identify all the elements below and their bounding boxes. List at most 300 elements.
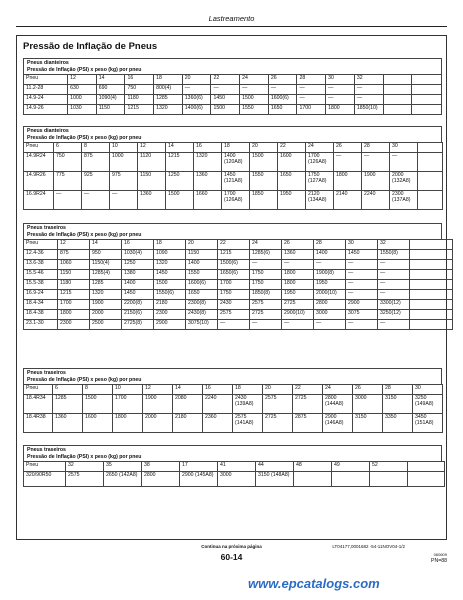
- column-header-psi: 20: [182, 75, 211, 85]
- load-cell: 1900: [143, 395, 173, 414]
- column-header-tire: Pneu: [24, 240, 58, 250]
- load-cell: —: [297, 95, 326, 105]
- load-cell: 1550: [250, 172, 278, 191]
- load-cell: 1850(8): [250, 290, 282, 300]
- table-header-row: [24, 75, 442, 85]
- load-cell: —: [378, 280, 410, 290]
- load-cell: 2430 (139A8): [233, 395, 263, 414]
- load-cell: 1120: [138, 153, 166, 172]
- tire-size-cell: 13.6-38: [24, 260, 58, 270]
- load-cell: 1320: [194, 153, 222, 172]
- column-header-psi: 18: [233, 385, 263, 395]
- continued-note: Continua na próxima página: [201, 544, 262, 549]
- column-header-psi: 18: [222, 143, 250, 153]
- load-cell: [412, 85, 442, 95]
- load-cell: 1750: [250, 280, 282, 290]
- load-cell: 950: [90, 250, 122, 260]
- load-cell: 3075(10): [186, 320, 218, 330]
- load-cell: 1090(4): [96, 95, 125, 105]
- column-header-psi: [383, 75, 412, 85]
- tire-size-cell: 18.4R38: [24, 414, 53, 433]
- table-row: [24, 153, 443, 172]
- tire-size-cell: 16.9R24: [24, 191, 54, 210]
- load-cell: [410, 300, 453, 310]
- load-cell: —: [334, 153, 362, 172]
- load-cell: [408, 472, 445, 487]
- load-cell: 2725: [263, 414, 293, 433]
- load-cell: 2200(8): [122, 300, 154, 310]
- load-cell: 1285: [53, 395, 83, 414]
- load-cell: 1000: [68, 95, 97, 105]
- load-cell: 2800 (144A8): [323, 395, 353, 414]
- table-header: [23, 445, 442, 461]
- column-header-psi: 26: [268, 75, 297, 85]
- load-cell: [410, 250, 453, 260]
- load-cell: 1360: [194, 172, 222, 191]
- column-header-psi: 28: [362, 143, 390, 153]
- load-cell: 2575: [218, 310, 250, 320]
- load-cell: 1150: [186, 250, 218, 260]
- load-cell: 1285(6): [250, 250, 282, 260]
- load-cell: 1700 (126A8): [222, 191, 250, 210]
- column-header-psi: 30: [413, 385, 443, 395]
- load-cell: [383, 95, 412, 105]
- load-cell: —: [354, 95, 383, 105]
- table-title: Pneus traseiros: [27, 370, 66, 376]
- column-header-psi: 16: [125, 75, 154, 85]
- load-cell: —: [378, 320, 410, 330]
- load-cell: 750: [125, 85, 154, 95]
- column-header-psi: 14: [173, 385, 203, 395]
- load-cell: 1600(6): [268, 95, 297, 105]
- load-cell: 2900: [346, 300, 378, 310]
- table-block-front-bias: [23, 58, 442, 115]
- tire-size-cell: 16.9-24: [24, 290, 58, 300]
- load-cell: 1600: [278, 153, 306, 172]
- table-header: [23, 126, 442, 142]
- load-cell: 2120 (134A8): [306, 191, 334, 210]
- load-cell: 2575: [250, 300, 282, 310]
- load-cell: 2430: [218, 300, 250, 310]
- load-cell: 2240: [203, 395, 233, 414]
- load-cell: 1550: [186, 270, 218, 280]
- load-cell: 1700 (126A8): [306, 153, 334, 172]
- load-cell: —: [82, 191, 110, 210]
- load-cell: 1180: [58, 280, 90, 290]
- load-cell: —: [314, 260, 346, 270]
- load-cell: 1030(4): [122, 250, 154, 260]
- load-cell: [410, 320, 453, 330]
- table-row: [24, 310, 453, 320]
- load-cell: 2650 (142A8): [104, 472, 142, 487]
- tire-table: [23, 74, 442, 115]
- column-header-psi: 32: [66, 462, 104, 472]
- pn-code: PN=88: [430, 558, 447, 564]
- table-title: Pneus traseiros: [27, 447, 66, 453]
- column-header-psi: 20: [186, 240, 218, 250]
- load-cell: 1150(4): [90, 260, 122, 270]
- load-cell: 1750 (127A8): [306, 172, 334, 191]
- load-cell: 3450 (151A8): [413, 414, 443, 433]
- load-cell: 1250: [166, 172, 194, 191]
- load-cell: 1320: [154, 260, 186, 270]
- column-header-psi: 12: [138, 143, 166, 153]
- load-cell: 1400: [122, 280, 154, 290]
- column-header-psi: 30: [390, 143, 418, 153]
- tire-size-cell: 18.4-34: [24, 300, 58, 310]
- load-cell: 1500(6): [218, 260, 250, 270]
- load-cell: 1900(8): [314, 270, 346, 280]
- load-cell: —: [240, 85, 269, 95]
- load-cell: —: [362, 153, 390, 172]
- column-header-psi: 14: [166, 143, 194, 153]
- tire-size-cell: 18.4R34: [24, 395, 53, 414]
- load-cell: 1500: [154, 280, 186, 290]
- load-cell: —: [346, 280, 378, 290]
- column-header-psi: [418, 143, 443, 153]
- load-cell: 2000: [90, 310, 122, 320]
- load-cell: 1285: [90, 280, 122, 290]
- load-cell: 3150: [353, 414, 383, 433]
- load-cell: 1900: [362, 172, 390, 191]
- column-header-psi: 44: [256, 462, 294, 472]
- load-cell: 2300: [154, 310, 186, 320]
- load-cell: [418, 153, 443, 172]
- table-row: [24, 414, 443, 433]
- load-cell: 1400: [314, 250, 346, 260]
- table-header-row: [24, 462, 445, 472]
- column-header-psi: 24: [323, 385, 353, 395]
- column-header-tire: Pneu: [24, 462, 66, 472]
- column-header-psi: 22: [293, 385, 323, 395]
- load-cell: 1450: [211, 95, 240, 105]
- load-cell: 1500: [250, 153, 278, 172]
- load-cell: 1950: [314, 280, 346, 290]
- load-cell: —: [110, 191, 138, 210]
- load-cell: 1400(6): [182, 105, 211, 115]
- load-cell: —: [314, 320, 346, 330]
- load-cell: [418, 172, 443, 191]
- table-row: [24, 300, 453, 310]
- load-cell: 1450: [346, 250, 378, 260]
- load-cell: 3000: [314, 310, 346, 320]
- column-header-psi: 26: [282, 240, 314, 250]
- column-header-psi: 8: [82, 143, 110, 153]
- load-cell: 925: [82, 172, 110, 191]
- table-row: [24, 290, 453, 300]
- column-header-psi: 20: [263, 385, 293, 395]
- load-cell: —: [250, 320, 282, 330]
- load-cell: —: [378, 260, 410, 270]
- tire-table: [23, 239, 453, 330]
- load-cell: 750: [54, 153, 82, 172]
- load-cell: 2150(6): [122, 310, 154, 320]
- load-cell: 2300: [58, 320, 90, 330]
- tire-size-cell: 14.9R26: [24, 172, 54, 191]
- load-cell: 1500: [211, 105, 240, 115]
- load-cell: 775: [54, 172, 82, 191]
- column-header-psi: 22: [278, 143, 306, 153]
- column-header-psi: 24: [306, 143, 334, 153]
- load-cell: 3000: [353, 395, 383, 414]
- table-title: Pneus dianteiros: [27, 60, 69, 66]
- table-subtitle: Pressão de Inflação (PSI) x peso (kg) por pneu: [27, 453, 142, 460]
- load-cell: [383, 105, 412, 115]
- load-cell: 1360: [282, 250, 314, 260]
- column-header-psi: 10: [110, 143, 138, 153]
- table-block-front-radial: [23, 126, 442, 210]
- load-cell: —: [326, 85, 355, 95]
- load-cell: [418, 191, 443, 210]
- load-cell: 2080: [173, 395, 203, 414]
- load-cell: 1700: [113, 395, 143, 414]
- load-cell: 1650(6): [218, 270, 250, 280]
- column-header-tire: Pneu: [24, 143, 54, 153]
- load-cell: 1215: [218, 250, 250, 260]
- column-header-psi: 41: [218, 462, 256, 472]
- table-row: [24, 85, 442, 95]
- load-cell: 1750: [218, 290, 250, 300]
- column-header-psi: 18: [154, 75, 183, 85]
- load-cell: 3150 (148A8): [256, 472, 294, 487]
- load-cell: 690: [96, 85, 125, 95]
- load-cell: 2800: [314, 300, 346, 310]
- column-header-psi: 28: [314, 240, 346, 250]
- load-cell: 2000: [143, 414, 173, 433]
- load-cell: 1180: [125, 95, 154, 105]
- load-cell: 3000: [218, 472, 256, 487]
- load-cell: 2900 (146A8): [323, 414, 353, 433]
- page-number: 60-14: [220, 552, 243, 562]
- column-header-psi: 12: [143, 385, 173, 395]
- load-cell: —: [218, 320, 250, 330]
- load-cell: [410, 290, 453, 300]
- load-cell: —: [346, 320, 378, 330]
- load-cell: 1550(8): [378, 250, 410, 260]
- load-cell: 2180: [173, 414, 203, 433]
- table-header-row: [24, 240, 453, 250]
- load-cell: 2725: [282, 300, 314, 310]
- table-header-row: [24, 143, 443, 153]
- content-frame: [16, 35, 447, 540]
- load-cell: —: [282, 260, 314, 270]
- load-cell: 1850(10): [354, 105, 383, 115]
- load-cell: 1000: [110, 153, 138, 172]
- load-cell: 2575: [66, 472, 104, 487]
- load-cell: 1900: [90, 300, 122, 310]
- table-header: [23, 223, 442, 239]
- table-title: Pneus dianteiros: [27, 128, 69, 134]
- column-header-psi: 14: [90, 240, 122, 250]
- load-cell: [410, 260, 453, 270]
- tire-table: [23, 384, 443, 433]
- column-header-psi: 20: [250, 143, 278, 153]
- load-cell: 1215: [125, 105, 154, 115]
- column-header-psi: 10: [113, 385, 143, 395]
- load-cell: 1500: [240, 95, 269, 105]
- load-cell: 2575 (141A8): [233, 414, 263, 433]
- load-cell: 1150: [138, 172, 166, 191]
- table-row: [24, 395, 443, 414]
- load-cell: 1600(6): [186, 280, 218, 290]
- load-cell: 1800: [282, 280, 314, 290]
- column-header-psi: 52: [370, 462, 408, 472]
- watermark-link[interactable]: www.epcatalogs.com: [248, 576, 380, 591]
- load-cell: —: [326, 95, 355, 105]
- load-cell: 1800: [334, 172, 362, 191]
- table-subtitle: Pressão de Inflação (PSI) x peso (kg) por pneu: [27, 376, 142, 383]
- load-cell: 1400 (120A8): [222, 153, 250, 172]
- load-cell: 1650: [186, 290, 218, 300]
- load-cell: 1285(4): [90, 270, 122, 280]
- table-title: Pneus traseiros: [27, 225, 66, 231]
- load-cell: 1060: [58, 260, 90, 270]
- load-cell: 2725: [250, 310, 282, 320]
- load-cell: 1030: [68, 105, 97, 115]
- load-cell: 2900: [154, 320, 186, 330]
- load-cell: 2000 (132A8): [390, 172, 418, 191]
- load-cell: 1400: [186, 260, 218, 270]
- load-cell: —: [297, 85, 326, 95]
- load-cell: 1150: [58, 270, 90, 280]
- column-header-psi: 6: [54, 143, 82, 153]
- load-cell: 1380: [122, 270, 154, 280]
- load-cell: [294, 472, 332, 487]
- column-header-psi: 48: [294, 462, 332, 472]
- load-cell: 1360: [138, 191, 166, 210]
- load-cell: 1650: [278, 172, 306, 191]
- load-cell: 1800: [326, 105, 355, 115]
- table-row: [24, 472, 445, 487]
- column-header-psi: [410, 240, 453, 250]
- load-cell: [332, 472, 370, 487]
- load-cell: [410, 270, 453, 280]
- load-cell: —: [250, 260, 282, 270]
- load-cell: 1700: [218, 280, 250, 290]
- load-cell: 2875: [293, 414, 323, 433]
- load-cell: 2900(10): [282, 310, 314, 320]
- column-header-psi: 38: [142, 462, 180, 472]
- load-cell: 2900 (145A8): [180, 472, 218, 487]
- load-cell: 2000(10): [314, 290, 346, 300]
- column-header-tire: Pneu: [24, 385, 53, 395]
- table-row: [24, 260, 453, 270]
- table-row: [24, 280, 453, 290]
- load-cell: 1950: [278, 191, 306, 210]
- load-cell: —: [182, 85, 211, 95]
- column-header-psi: 16: [194, 143, 222, 153]
- load-cell: 1550: [240, 105, 269, 115]
- load-cell: 1215: [166, 153, 194, 172]
- column-header-psi: 24: [240, 75, 269, 85]
- load-cell: 1800: [282, 270, 314, 280]
- load-cell: 1800: [113, 414, 143, 433]
- column-header-psi: 17: [180, 462, 218, 472]
- load-cell: —: [378, 290, 410, 300]
- load-cell: [412, 95, 442, 105]
- load-cell: 1360(6): [182, 95, 211, 105]
- load-cell: 2240: [362, 191, 390, 210]
- load-cell: 1850: [250, 191, 278, 210]
- load-cell: 1150: [96, 105, 125, 115]
- load-cell: [370, 472, 408, 487]
- load-cell: —: [346, 270, 378, 280]
- table-row: [24, 320, 453, 330]
- tire-table: [23, 461, 445, 487]
- load-cell: 2800: [142, 472, 180, 487]
- tire-size-cell: 15.5-38: [24, 280, 58, 290]
- column-header-psi: [412, 75, 442, 85]
- column-header-psi: 16: [122, 240, 154, 250]
- table-block-rear-bias: [23, 223, 442, 330]
- load-cell: —: [390, 153, 418, 172]
- load-cell: 2300(8): [186, 300, 218, 310]
- load-cell: [410, 280, 453, 290]
- load-cell: 1320: [90, 290, 122, 300]
- column-header-psi: 26: [334, 143, 362, 153]
- table-row: [24, 191, 443, 210]
- load-cell: 3150: [383, 395, 413, 414]
- table-subtitle: Pressão de Inflação (PSI) x peso (kg) por pneu: [27, 134, 142, 141]
- table-row: [24, 172, 443, 191]
- column-header-psi: 49: [332, 462, 370, 472]
- column-header-psi: 32: [354, 75, 383, 85]
- load-cell: 1700: [58, 300, 90, 310]
- tire-size-cell: 14.9-26: [24, 105, 68, 115]
- load-cell: [410, 310, 453, 320]
- load-cell: 2180: [154, 300, 186, 310]
- load-cell: 1090: [154, 250, 186, 260]
- load-cell: —: [346, 290, 378, 300]
- column-header-psi: 16: [203, 385, 233, 395]
- load-cell: 1650: [268, 105, 297, 115]
- table-subtitle: Pressão de Inflação (PSI) x peso (kg) por pneu: [27, 66, 142, 73]
- load-cell: 3075: [346, 310, 378, 320]
- tire-size-cell: 14.9-24: [24, 95, 68, 105]
- column-header-psi: 30: [326, 75, 355, 85]
- page-header-title: Lastreamento: [208, 14, 255, 23]
- tire-size-cell: 11.2-28: [24, 85, 68, 95]
- header-rule: [16, 26, 447, 27]
- load-cell: 1360: [53, 414, 83, 433]
- tire-size-cell: 15.5-46: [24, 270, 58, 280]
- load-cell: —: [54, 191, 82, 210]
- table-row: [24, 95, 442, 105]
- table-row: [24, 250, 453, 260]
- load-cell: 1600: [83, 414, 113, 433]
- column-header-psi: 28: [383, 385, 413, 395]
- column-header-psi: 12: [58, 240, 90, 250]
- table-block-rear-large: [23, 445, 442, 487]
- load-cell: [383, 85, 412, 95]
- column-header-psi: 6: [53, 385, 83, 395]
- column-header-psi: 35: [104, 462, 142, 472]
- column-header-psi: 26: [353, 385, 383, 395]
- table-header: [23, 58, 442, 74]
- load-cell: 1320: [154, 105, 183, 115]
- load-cell: 875: [58, 250, 90, 260]
- load-cell: 1700: [297, 105, 326, 115]
- load-cell: 975: [110, 172, 138, 191]
- tire-size-cell: 18.4-38: [24, 310, 58, 320]
- load-cell: 1500: [83, 395, 113, 414]
- column-header-psi: 22: [218, 240, 250, 250]
- revision-code: 060609: [433, 552, 447, 557]
- load-cell: 3250(12): [378, 310, 410, 320]
- reference-code: LT04177,0001682 -54-11NOV04-1/2: [332, 544, 405, 549]
- column-header-psi: 12: [68, 75, 97, 85]
- load-cell: 2300 (137A8): [390, 191, 418, 210]
